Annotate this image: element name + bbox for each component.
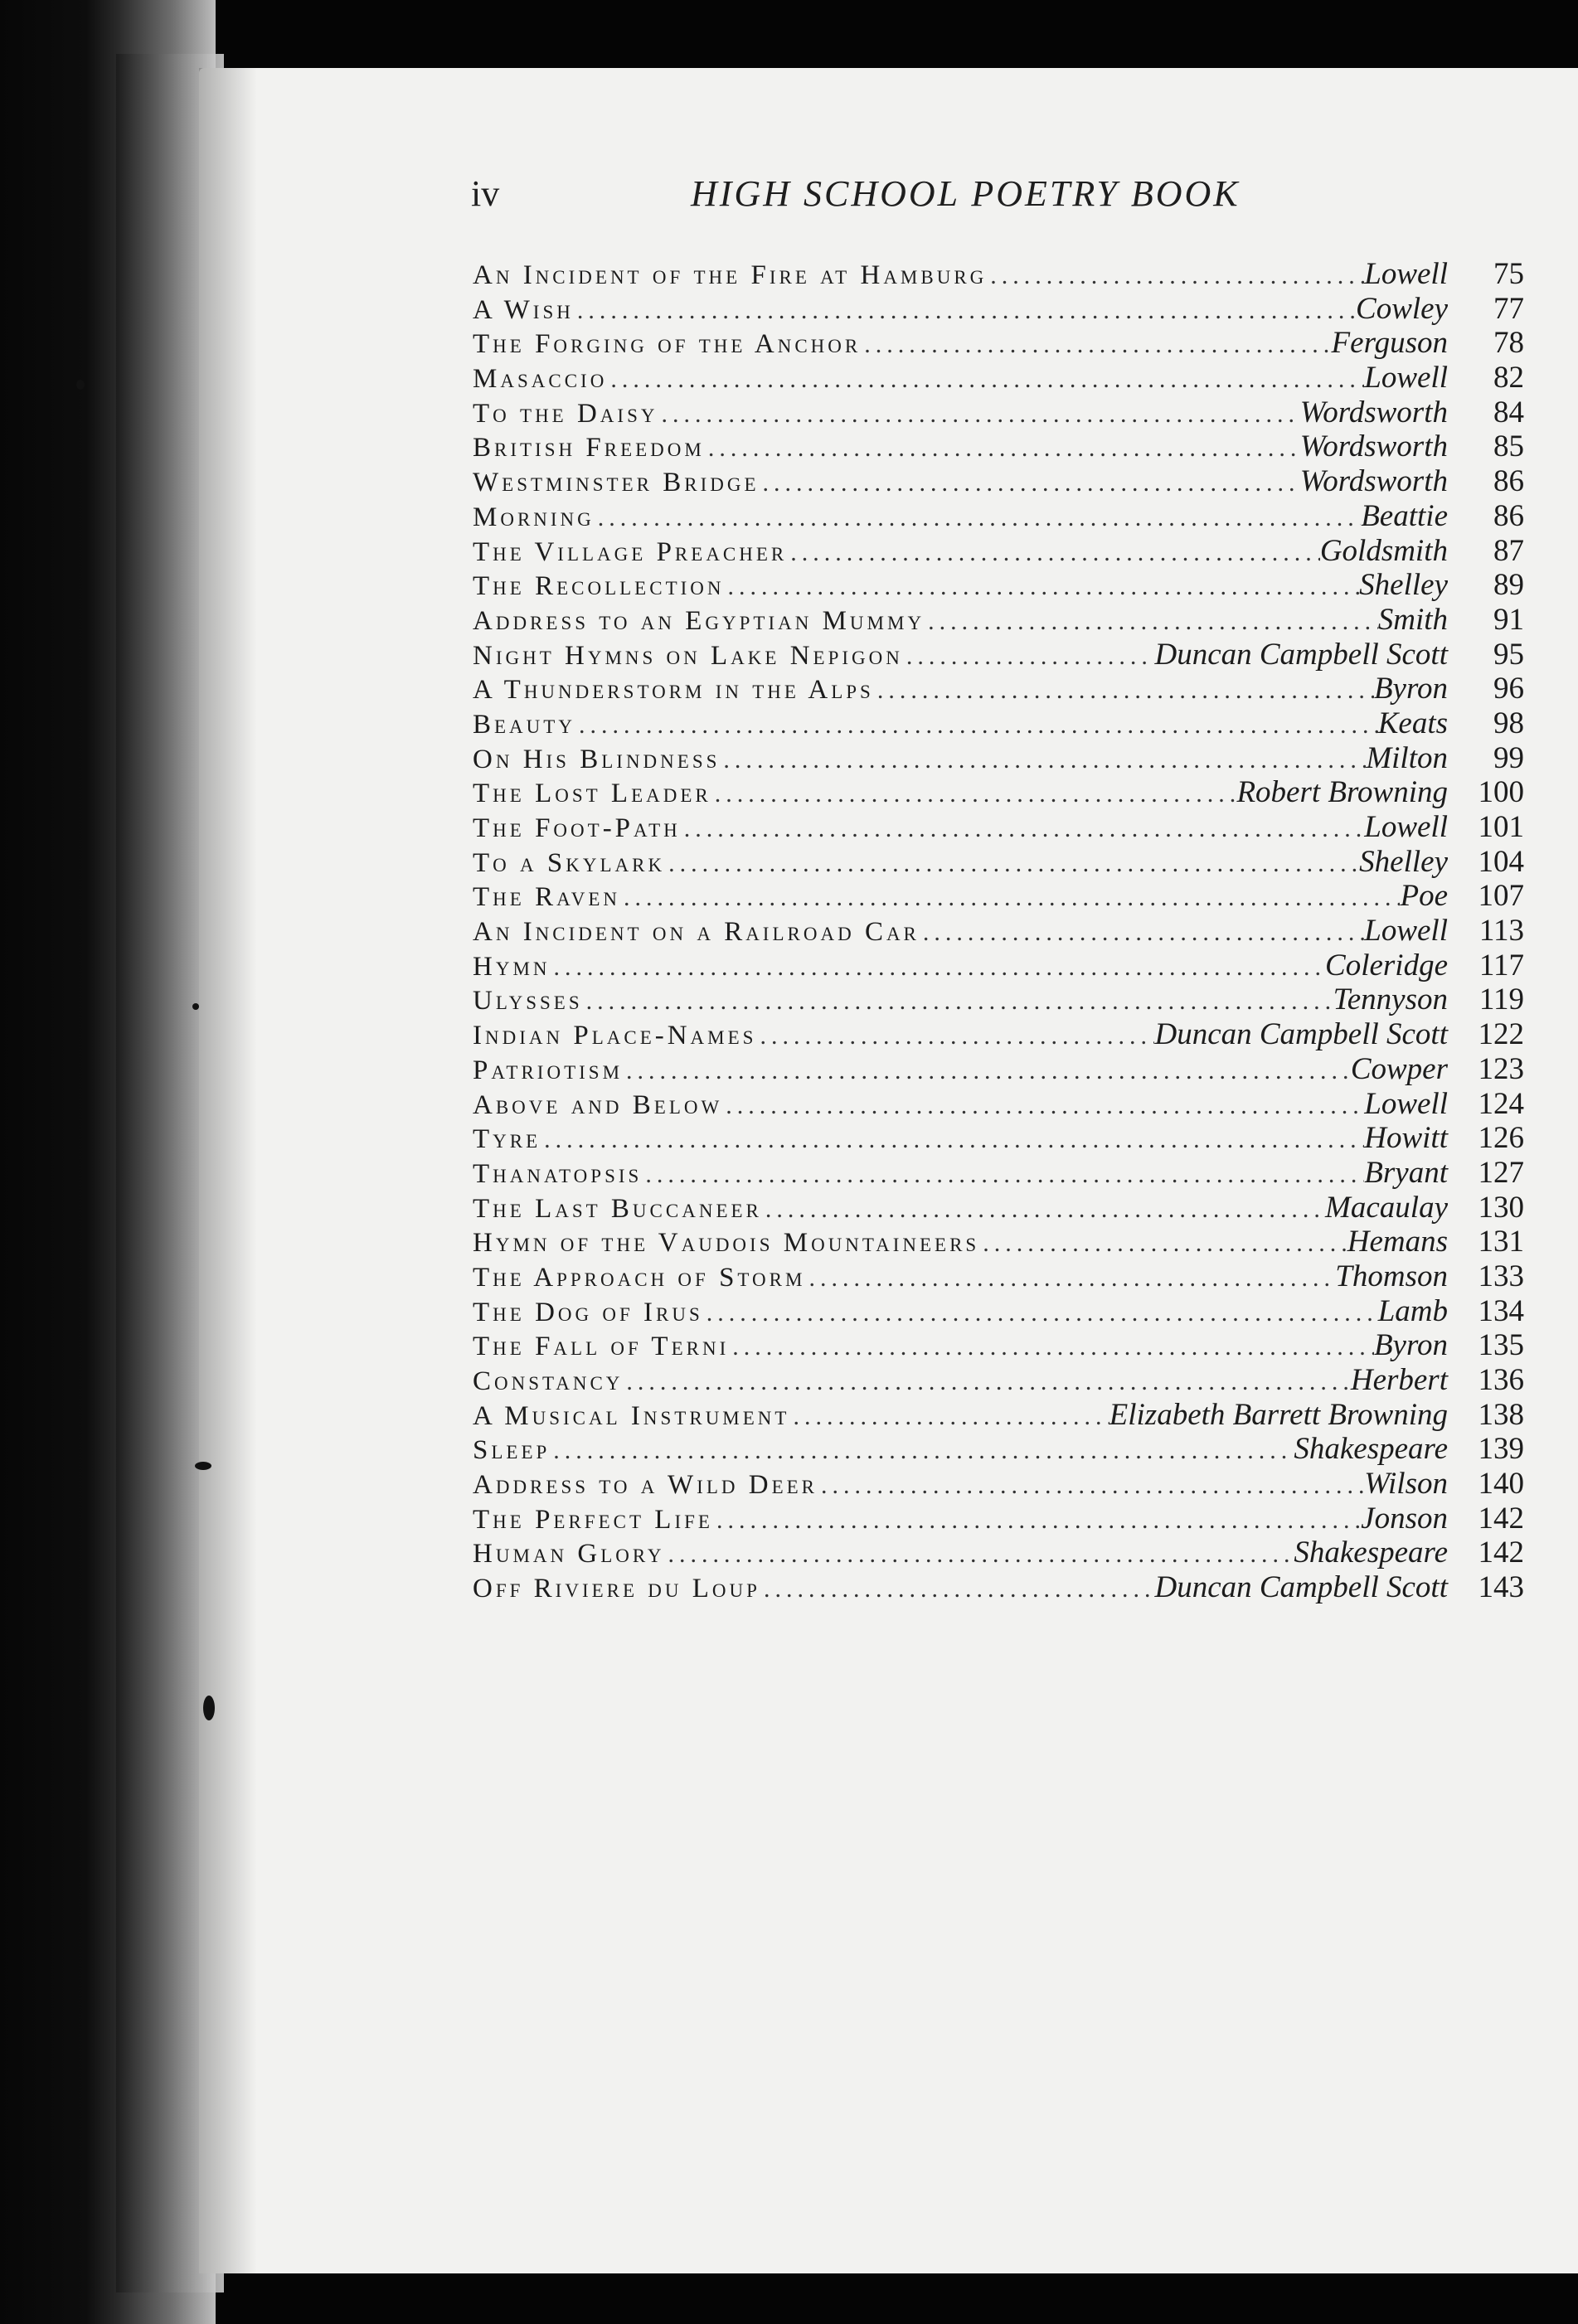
poem-author: Goldsmith bbox=[1319, 533, 1448, 568]
poem-author: Tennyson bbox=[1333, 982, 1448, 1017]
toc-row bbox=[473, 741, 1524, 776]
poem-title: Sleep bbox=[473, 1435, 551, 1466]
dot-leader bbox=[665, 1537, 1294, 1572]
poem-page-number: 122 bbox=[1478, 1017, 1524, 1052]
poem-page-number: 96 bbox=[1493, 672, 1524, 706]
poem-page-number: 134 bbox=[1478, 1293, 1524, 1328]
poem-title: The Foot-Path bbox=[473, 813, 681, 843]
poem-title: The Forging of the Anchor bbox=[473, 329, 862, 360]
poem-title: A Thunderstorm in the Alps bbox=[473, 675, 874, 706]
gutter-shade bbox=[199, 68, 257, 2273]
dot-leader bbox=[541, 1123, 1364, 1157]
dot-leader bbox=[760, 1572, 1155, 1607]
poem-page-number: 126 bbox=[1478, 1121, 1524, 1156]
poem-title: An Incident on a Railroad Car bbox=[473, 917, 920, 948]
poem-author: Hemans bbox=[1347, 1225, 1448, 1259]
dot-leader bbox=[713, 1503, 1361, 1538]
poem-page-number: 91 bbox=[1493, 602, 1524, 637]
dot-leader bbox=[681, 812, 1364, 847]
dot-leader bbox=[550, 1434, 1294, 1468]
poem-title: Off Riviere du Loup bbox=[473, 1574, 760, 1604]
toc-row bbox=[473, 914, 1524, 949]
dot-leader bbox=[623, 1365, 1350, 1400]
poem-page-number: 131 bbox=[1478, 1225, 1524, 1259]
poem-author: Lowell bbox=[1364, 361, 1448, 395]
poem-title: The Perfect Life bbox=[473, 1504, 713, 1535]
dot-leader bbox=[620, 881, 1400, 915]
toc-row bbox=[473, 395, 1524, 430]
poem-author: Ferguson bbox=[1331, 326, 1448, 361]
poem-title: To the Daisy bbox=[473, 398, 658, 429]
poem-page-number: 117 bbox=[1478, 948, 1524, 982]
poem-author: Shelley bbox=[1359, 568, 1448, 603]
toc-row bbox=[473, 326, 1524, 361]
poem-author: Herbert bbox=[1350, 1363, 1448, 1397]
dot-leader bbox=[920, 915, 1364, 950]
page-number-roman: iv bbox=[471, 173, 500, 214]
poem-page-number: 119 bbox=[1478, 982, 1524, 1017]
dot-leader bbox=[623, 1054, 1351, 1089]
poem-title: Night Hymns on Lake Nepigon bbox=[473, 640, 903, 671]
poem-title: The Dog of Irus bbox=[473, 1297, 703, 1327]
dot-leader bbox=[722, 1089, 1364, 1123]
poem-author: Shelley bbox=[1359, 844, 1448, 879]
dot-leader bbox=[583, 984, 1333, 1019]
poem-page-number: 136 bbox=[1478, 1363, 1524, 1397]
poem-page-number: 139 bbox=[1478, 1432, 1524, 1467]
poem-page-number: 101 bbox=[1478, 810, 1524, 844]
dot-leader bbox=[760, 466, 1300, 501]
dot-leader bbox=[703, 1296, 1378, 1331]
poem-page-number: 84 bbox=[1493, 395, 1524, 429]
dot-leader bbox=[787, 536, 1320, 570]
poem-page-number: 75 bbox=[1493, 257, 1524, 291]
toc-row bbox=[473, 982, 1524, 1017]
poem-author: Duncan Campbell Scott bbox=[1154, 637, 1448, 672]
dot-leader bbox=[805, 1261, 1335, 1296]
poem-author: Wordsworth bbox=[1299, 429, 1448, 464]
poem-title: The Last Buccaneer bbox=[473, 1193, 762, 1224]
poem-page-number: 130 bbox=[1478, 1190, 1524, 1225]
toc-row bbox=[473, 429, 1524, 464]
toc-row bbox=[473, 1259, 1524, 1294]
scan-speck bbox=[192, 1003, 199, 1010]
toc-row bbox=[473, 1225, 1524, 1259]
poem-title: Westminster Bridge bbox=[473, 468, 760, 498]
poem-page-number: 87 bbox=[1493, 533, 1524, 568]
poem-author: Poe bbox=[1400, 879, 1448, 914]
poem-title: Address to an Egyptian Mummy bbox=[473, 605, 925, 636]
poem-page-number: 95 bbox=[1493, 637, 1524, 672]
poem-page-number: 98 bbox=[1493, 706, 1524, 740]
poem-author: Lamb bbox=[1377, 1293, 1448, 1328]
toc-row bbox=[473, 1294, 1524, 1329]
poem-title: Above and Below bbox=[473, 1089, 723, 1120]
poem-page-number: 107 bbox=[1478, 879, 1524, 914]
toc-row bbox=[473, 361, 1524, 395]
dot-leader bbox=[595, 501, 1361, 536]
toc-row bbox=[473, 257, 1524, 292]
poem-author: Robert Browning bbox=[1236, 775, 1448, 810]
toc-row bbox=[473, 706, 1524, 741]
poem-title: Human Glory bbox=[473, 1539, 665, 1570]
poem-author: Lowell bbox=[1364, 810, 1448, 844]
running-title: HIGH SCHOOL POETRY BOOK bbox=[691, 173, 1241, 214]
dot-leader bbox=[574, 294, 1356, 328]
dot-leader bbox=[756, 1019, 1154, 1054]
toc-row bbox=[473, 949, 1524, 983]
dot-leader bbox=[607, 362, 1364, 397]
poem-author: Byron bbox=[1373, 1328, 1448, 1363]
poem-title: The Raven bbox=[473, 882, 620, 913]
dot-leader bbox=[711, 777, 1237, 812]
poem-title: The Recollection bbox=[473, 571, 725, 602]
poem-title: Hymn bbox=[473, 951, 551, 982]
poem-author: Beattie bbox=[1361, 498, 1448, 533]
toc-row bbox=[473, 464, 1524, 499]
poem-page-number: 123 bbox=[1478, 1051, 1524, 1086]
poem-title: Hymn of the Vaudois Mountaineers bbox=[473, 1228, 980, 1259]
poem-page-number: 135 bbox=[1478, 1328, 1524, 1363]
poem-author: Bryant bbox=[1364, 1155, 1448, 1190]
poem-title: On His Blindness bbox=[473, 744, 721, 774]
toc-row bbox=[473, 1087, 1524, 1122]
dot-leader bbox=[874, 673, 1374, 708]
dot-leader bbox=[818, 1468, 1364, 1503]
dot-leader bbox=[987, 259, 1364, 294]
poem-page-number: 99 bbox=[1493, 740, 1524, 775]
poem-page-number: 138 bbox=[1478, 1397, 1524, 1432]
dot-leader bbox=[903, 639, 1155, 674]
poem-page-number: 78 bbox=[1493, 326, 1524, 361]
dot-leader bbox=[705, 431, 1300, 466]
poem-author: Keats bbox=[1377, 706, 1448, 740]
table-of-contents bbox=[473, 257, 1524, 1605]
toc-row bbox=[473, 845, 1524, 880]
toc-row bbox=[473, 1536, 1524, 1570]
poem-title: Morning bbox=[473, 502, 595, 532]
poem-author: Wordsworth bbox=[1299, 395, 1448, 429]
poem-author: Duncan Campbell Scott bbox=[1154, 1570, 1448, 1605]
poem-author: Shakespeare bbox=[1294, 1536, 1448, 1570]
poem-page-number: 127 bbox=[1478, 1155, 1524, 1190]
dot-leader bbox=[551, 950, 1326, 985]
dot-leader bbox=[979, 1226, 1347, 1261]
poem-title: Patriotism bbox=[473, 1055, 624, 1085]
poem-title: The Lost Leader bbox=[473, 779, 711, 809]
dot-leader bbox=[642, 1157, 1364, 1192]
scan-speck bbox=[195, 1462, 211, 1470]
poem-title: Ulysses bbox=[473, 986, 583, 1016]
poem-page-number: 143 bbox=[1478, 1570, 1524, 1605]
toc-row bbox=[473, 499, 1524, 534]
toc-row bbox=[473, 1467, 1524, 1502]
toc-row bbox=[473, 1398, 1524, 1433]
poem-page-number: 82 bbox=[1493, 361, 1524, 395]
dot-leader bbox=[665, 847, 1359, 881]
poem-page-number: 77 bbox=[1493, 291, 1524, 326]
poem-author: Smith bbox=[1377, 602, 1448, 637]
poem-title: British Freedom bbox=[473, 433, 705, 463]
poem-author: Cowper bbox=[1350, 1051, 1448, 1086]
poem-page-number: 124 bbox=[1478, 1086, 1524, 1121]
poem-author: Lowell bbox=[1364, 257, 1448, 291]
poem-title: The Approach of Storm bbox=[473, 1262, 806, 1293]
poem-author: Howitt bbox=[1364, 1121, 1448, 1156]
toc-row bbox=[473, 775, 1524, 810]
poem-author: Cowley bbox=[1356, 291, 1448, 326]
poem-page-number: 86 bbox=[1493, 498, 1524, 533]
poem-page-number: 89 bbox=[1493, 568, 1524, 603]
poem-author: Macaulay bbox=[1325, 1190, 1448, 1225]
toc-row bbox=[473, 638, 1524, 672]
toc-row bbox=[473, 879, 1524, 914]
poem-author: Thomson bbox=[1335, 1259, 1448, 1293]
toc-row bbox=[473, 1017, 1524, 1052]
toc-row bbox=[473, 1121, 1524, 1156]
toc-row bbox=[473, 672, 1524, 706]
scan-speck bbox=[203, 1696, 215, 1720]
poem-author: Lowell bbox=[1364, 1086, 1448, 1121]
dot-leader bbox=[725, 570, 1360, 604]
poem-author: Milton bbox=[1366, 740, 1448, 775]
poem-author: Byron bbox=[1373, 672, 1448, 706]
dot-leader bbox=[729, 1330, 1374, 1365]
dot-leader bbox=[720, 743, 1366, 778]
toc-row bbox=[473, 1156, 1524, 1191]
toc-row bbox=[473, 1502, 1524, 1536]
poem-page-number: 113 bbox=[1478, 914, 1524, 949]
poem-page-number: 85 bbox=[1493, 429, 1524, 464]
poem-author: Coleridge bbox=[1325, 948, 1448, 982]
poem-title: Beauty bbox=[473, 709, 575, 740]
poem-page-number: 100 bbox=[1478, 775, 1524, 810]
poem-title: To a Skylark bbox=[473, 847, 666, 878]
toc-row bbox=[473, 568, 1524, 603]
toc-row bbox=[473, 810, 1524, 845]
dot-leader bbox=[762, 1192, 1325, 1227]
toc-row bbox=[473, 1191, 1524, 1225]
toc-row bbox=[473, 603, 1524, 638]
dot-leader bbox=[575, 708, 1378, 743]
poem-title: Constancy bbox=[473, 1366, 624, 1396]
poem-title: Indian Place-Names bbox=[473, 1021, 757, 1051]
poem-page-number: 133 bbox=[1478, 1259, 1524, 1293]
poem-author: Shakespeare bbox=[1294, 1432, 1448, 1467]
dot-leader bbox=[861, 327, 1331, 362]
poem-author: Duncan Campbell Scott bbox=[1154, 1017, 1448, 1052]
poem-page-number: 142 bbox=[1478, 1501, 1524, 1536]
poem-page-number: 142 bbox=[1478, 1536, 1524, 1570]
dot-leader bbox=[789, 1400, 1109, 1434]
dot-leader bbox=[925, 604, 1378, 639]
dot-leader bbox=[658, 397, 1299, 432]
poem-author: Elizabeth Barrett Browning bbox=[1109, 1397, 1448, 1432]
poem-title: A Musical Instrument bbox=[473, 1400, 790, 1431]
poem-page-number: 104 bbox=[1478, 844, 1524, 879]
toc-row bbox=[473, 1363, 1524, 1398]
poem-page-number: 86 bbox=[1493, 464, 1524, 499]
toc-row bbox=[473, 1052, 1524, 1087]
poem-title: A Wish bbox=[473, 294, 574, 325]
poem-page-number: 140 bbox=[1478, 1467, 1524, 1502]
poem-title: Masaccio bbox=[473, 364, 608, 395]
poem-author: Wordsworth bbox=[1299, 464, 1448, 499]
toc-row bbox=[473, 1432, 1524, 1467]
page-header bbox=[471, 172, 1317, 222]
poem-author: Lowell bbox=[1364, 914, 1448, 949]
poem-title: Thanatopsis bbox=[473, 1158, 643, 1189]
poem-title: Address to a Wild Deer bbox=[473, 1470, 818, 1501]
poem-title: The Village Preacher bbox=[473, 536, 788, 567]
poem-author: Jonson bbox=[1361, 1501, 1448, 1536]
toc-row bbox=[473, 1328, 1524, 1363]
poem-title: Tyre bbox=[473, 1124, 541, 1155]
scan-speck bbox=[76, 380, 85, 390]
toc-row bbox=[473, 292, 1524, 327]
poem-title: An Incident of the Fire at Hamburg bbox=[473, 260, 988, 290]
toc-row bbox=[473, 534, 1524, 569]
poem-title: The Fall of Terni bbox=[473, 1332, 730, 1362]
poem-author: Wilson bbox=[1364, 1467, 1448, 1502]
toc-row bbox=[473, 1570, 1524, 1605]
